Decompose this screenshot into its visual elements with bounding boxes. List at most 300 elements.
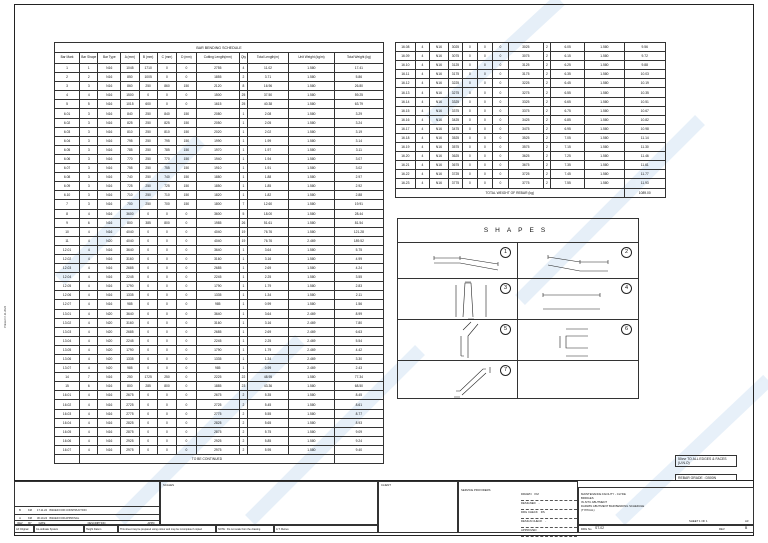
table-cell: 2755 xyxy=(196,64,239,73)
table-cell: 2.25 xyxy=(247,273,288,282)
table-cell: 1.580 xyxy=(289,136,335,145)
table-cell: 1.97 xyxy=(247,145,288,154)
table-cell: 2.69 xyxy=(247,264,288,273)
client-box: CLIENT xyxy=(378,481,458,533)
table-cell: 1725 xyxy=(139,373,157,382)
table-cell: 0 xyxy=(177,355,196,364)
table-cell: 150 xyxy=(177,118,196,127)
table-cell: 4 xyxy=(415,170,429,179)
table-cell: 2 xyxy=(543,43,550,52)
table-cell: 0 xyxy=(477,106,493,115)
table-cell: 0 xyxy=(177,64,196,73)
table-cell: 150 xyxy=(177,82,196,91)
footer-row xyxy=(14,525,378,533)
table-cell: 1615 xyxy=(196,100,239,109)
table-cell: 0 xyxy=(177,282,196,291)
table-cell: 250 xyxy=(139,164,157,173)
table-cell: 0 xyxy=(177,236,196,245)
table-cell: 3640 xyxy=(121,309,139,318)
table-cell: 1.580 xyxy=(289,227,335,236)
table-cell: 2.92 xyxy=(334,182,383,191)
table-cell: 0 xyxy=(177,345,196,354)
footer-cell: This sheet may be prepared using colour and may be incomplete if copied xyxy=(118,525,216,533)
table-row xyxy=(55,236,384,245)
table-cell: 2 xyxy=(543,61,550,70)
table-cell: 0 xyxy=(493,179,509,188)
table-cell: 5.85 xyxy=(247,436,288,445)
table-cell: 16.05 xyxy=(55,427,80,436)
table-cell: 0 xyxy=(139,400,157,409)
table-cell: 2 xyxy=(543,52,550,61)
table-cell: 6.07 xyxy=(55,164,80,173)
table-cell: 4 xyxy=(80,436,98,445)
table-cell: 2.05 xyxy=(247,118,288,127)
shapes-title: SHAPES xyxy=(398,219,638,243)
table-cell: 0 xyxy=(157,291,176,300)
table-row xyxy=(396,43,666,52)
footer-cell: NOTE : Do not scale from the drawing xyxy=(216,525,274,533)
table-cell: 0 xyxy=(177,273,196,282)
table-cell: 5.45 xyxy=(247,400,288,409)
table-cell: 2.88 xyxy=(334,191,383,200)
table-cell: 0 xyxy=(493,161,509,170)
table-cell: 11.93 xyxy=(624,179,665,188)
table-cell: 3.64 xyxy=(247,309,288,318)
table-row xyxy=(55,400,384,409)
table-cell: N16 xyxy=(98,245,121,254)
table-cell: 1970 xyxy=(196,145,239,154)
table-cell: 76.76 xyxy=(247,227,288,236)
table-row xyxy=(396,52,666,61)
table-cell: 0.99 xyxy=(247,364,288,373)
table-cell: 0 xyxy=(463,133,477,142)
table-row xyxy=(55,91,384,100)
table-cell: 0 xyxy=(493,115,509,124)
table-cell: 2.69 xyxy=(247,327,288,336)
table-cell: 4 xyxy=(80,264,98,273)
table-cell: 1855 xyxy=(196,73,239,82)
table-cell: 150 xyxy=(177,127,196,136)
table-cell: N16 xyxy=(98,91,121,100)
table-cell: 1 xyxy=(239,309,247,318)
table-cell: 4.24 xyxy=(334,264,383,273)
table-cell: 0 xyxy=(463,79,477,88)
table-cell: 0 xyxy=(177,264,196,273)
table-cell: 6.05 xyxy=(551,43,585,52)
revision-table: B KM 17.11.24 ISSUED FOR CONSTRUCTION A KM 30.10.24 ISSUED FOR APPROVAL REV BY DATE DESCRIPTION APPD xyxy=(14,481,160,525)
table-cell: 6.75 xyxy=(551,106,585,115)
table-cell: 1.580 xyxy=(585,124,624,133)
table-cell: 0 xyxy=(157,436,176,445)
table-cell: 8.99 xyxy=(334,309,383,318)
table-cell: 0 xyxy=(177,209,196,218)
table-cell: 3.07 xyxy=(334,154,383,163)
signoff-row: DRAWN KM xyxy=(521,492,577,501)
table-cell: 3575 xyxy=(448,143,462,152)
table-cell: 0 xyxy=(477,170,493,179)
table-cell: 150 xyxy=(177,154,196,163)
table-cell: 725 xyxy=(157,182,176,191)
table-cell: 0 xyxy=(157,73,176,82)
table-cell: 860 xyxy=(121,82,139,91)
table-cell: 3640 xyxy=(196,309,239,318)
table-cell: N16 xyxy=(430,170,449,179)
table-cell: 2020 xyxy=(196,127,239,136)
table-cell: 6.08 xyxy=(55,173,80,182)
table-cell: 2.469 xyxy=(289,355,335,364)
table-cell: 1 xyxy=(239,136,247,145)
table-cell: 0 xyxy=(157,227,176,236)
table-cell: 1790 xyxy=(121,345,139,354)
table-cell: 0 xyxy=(493,70,509,79)
table-cell: 150 xyxy=(177,182,196,191)
table-cell: 0 xyxy=(477,70,493,79)
column-header: Total Weight (kg) xyxy=(334,53,383,64)
table-cell: 0 xyxy=(177,91,196,100)
table-cell: 8.93 xyxy=(334,418,383,427)
table-cell: N16 xyxy=(98,218,121,227)
table-cell: 0 xyxy=(157,318,176,327)
table-cell: 0 xyxy=(493,52,509,61)
table-cell: 2 xyxy=(543,133,550,142)
table-cell: 3525 xyxy=(508,133,543,142)
table-cell: 2 xyxy=(543,115,550,124)
table-cell: 6.02 xyxy=(55,118,80,127)
table-cell: 7.25 xyxy=(551,152,585,161)
table-cell: 3 xyxy=(80,145,98,154)
margin-note: Printed 17.11.2024 xyxy=(4,306,7,328)
table-cell: 1850 xyxy=(196,182,239,191)
table-cell: 37.50 xyxy=(247,91,288,100)
table-cell: 10.98 xyxy=(624,124,665,133)
table-cell: 1 xyxy=(239,264,247,273)
table-cell: 1790 xyxy=(196,282,239,291)
table-row xyxy=(55,273,384,282)
table-cell: 3675 xyxy=(448,161,462,170)
table-cell: 150 xyxy=(177,164,196,173)
table-cell: 0 xyxy=(477,43,493,52)
table-cell: 825 xyxy=(121,118,139,127)
table-cell: N16 xyxy=(98,418,121,427)
table-cell: 795 xyxy=(157,136,176,145)
table-cell: 1 xyxy=(239,364,247,373)
table-cell: 3475 xyxy=(508,124,543,133)
table-cell: 250 xyxy=(139,145,157,154)
table-cell: 10.03 xyxy=(624,70,665,79)
table-cell: 0 xyxy=(157,418,176,427)
table-cell: N20 xyxy=(98,327,121,336)
table-cell: 0 xyxy=(139,318,157,327)
table-cell: 121.28 xyxy=(334,227,383,236)
table-cell: 1 xyxy=(239,254,247,263)
table-cell: 1 xyxy=(239,109,247,118)
table-cell: 13.07 xyxy=(55,364,80,373)
table-cell: N20 xyxy=(98,309,121,318)
table-cell: 1985 xyxy=(196,218,239,227)
header-row xyxy=(55,53,384,64)
table-cell: 4 xyxy=(415,161,429,170)
table-cell: 25 xyxy=(239,100,247,109)
table-cell: 3175 xyxy=(508,70,543,79)
table-cell: 1.580 xyxy=(289,400,335,409)
table-cell: 16.23 xyxy=(396,179,416,188)
table-cell: 1.580 xyxy=(289,427,335,436)
table-cell: 0 xyxy=(157,409,176,418)
table-cell: 26.80 xyxy=(334,82,383,91)
table-row xyxy=(396,106,666,115)
table-cell: 3 xyxy=(80,118,98,127)
table-row xyxy=(396,161,666,170)
table-cell: 28.44 xyxy=(334,209,383,218)
table-cell: 6.25 xyxy=(551,61,585,70)
table-cell: 4 xyxy=(239,64,247,73)
table-cell: 1.580 xyxy=(289,409,335,418)
table-cell: 810 xyxy=(157,127,176,136)
table-cell: 1880 xyxy=(196,173,239,182)
table-row xyxy=(55,182,384,191)
table-cell: 0 xyxy=(157,345,176,354)
cover-note: 50cvr TO ALL EDGES & FACES (U.N.O) xyxy=(675,455,737,467)
table-cell: 0 xyxy=(157,300,176,309)
table-cell: 0 xyxy=(463,170,477,179)
table-cell: 5.95 xyxy=(247,445,288,454)
table-cell: 2 xyxy=(239,418,247,427)
table-cell: 0 xyxy=(157,400,176,409)
table-cell: 12.03 xyxy=(55,264,80,273)
table-cell: 1910 xyxy=(196,164,239,173)
table-cell: 0 xyxy=(157,236,176,245)
table-cell: N16 xyxy=(98,209,121,218)
column-header: A (mm) xyxy=(121,53,139,64)
table-cell: 795 xyxy=(121,136,139,145)
table-cell: N20 xyxy=(98,355,121,364)
table-cell: 1.91 xyxy=(247,164,288,173)
table-cell: 3475 xyxy=(448,124,462,133)
table-cell: 785 xyxy=(157,145,176,154)
table-cell: 4 xyxy=(415,133,429,142)
table-cell: 0 xyxy=(139,282,157,291)
table-cell: 1 xyxy=(239,245,247,254)
table-cell: 4 xyxy=(80,409,98,418)
table-cell: 8.77 xyxy=(334,409,383,418)
table-cell: 4 xyxy=(80,254,98,263)
table-cell: 5.75 xyxy=(247,427,288,436)
table-cell: 0 xyxy=(463,152,477,161)
table-cell: 1 xyxy=(239,273,247,282)
table-cell: 2975 xyxy=(196,445,239,454)
table-cell: 150 xyxy=(177,136,196,145)
table-row xyxy=(55,291,384,300)
table-cell: 0 xyxy=(177,245,196,254)
table-cell: 4 xyxy=(415,143,429,152)
table-cell: 9.72 xyxy=(624,52,665,61)
table-cell: 0 xyxy=(157,100,176,109)
table-cell: 740 xyxy=(157,173,176,182)
table-cell: 10.82 xyxy=(624,115,665,124)
table-cell: 4 xyxy=(80,345,98,354)
table-cell: 0 xyxy=(157,327,176,336)
table-row xyxy=(55,345,384,354)
table-cell: 2.43 xyxy=(334,364,383,373)
table-cell: 2925 xyxy=(121,436,139,445)
footer-cell: Height Datum xyxy=(84,525,118,533)
table-cell: 3375 xyxy=(448,106,462,115)
table-cell: 1.580 xyxy=(585,133,624,142)
table-cell: 0 xyxy=(177,409,196,418)
table-row xyxy=(55,154,384,163)
table-cell: 850 xyxy=(121,73,139,82)
table-cell: 16.08 xyxy=(396,43,416,52)
table-cell: 0 xyxy=(139,409,157,418)
table-cell: 0 xyxy=(177,318,196,327)
table-cell: 0 xyxy=(139,355,157,364)
table-cell: N16 xyxy=(430,115,449,124)
table-cell: 0 xyxy=(177,218,196,227)
table-cell: 1.34 xyxy=(247,291,288,300)
table-cell: 1 xyxy=(239,291,247,300)
table-cell: 2.08 xyxy=(247,109,288,118)
table-cell: 7.80 xyxy=(334,318,383,327)
table-cell: 19 xyxy=(239,227,247,236)
table-cell: 0 xyxy=(177,73,196,82)
table-cell: 2685 xyxy=(121,327,139,336)
table-cell: 2675 xyxy=(196,391,239,400)
table-cell: 63.79 xyxy=(334,100,383,109)
table-cell: 1 xyxy=(239,145,247,154)
table-cell: 810 xyxy=(121,127,139,136)
table-cell: 0 xyxy=(177,364,196,373)
table-cell: 0 xyxy=(157,309,176,318)
table-cell: 1820 xyxy=(196,191,239,200)
table-cell: 76.76 xyxy=(247,236,288,245)
column-header: Total Length(m) xyxy=(247,53,288,64)
table-cell: 5.65 xyxy=(247,418,288,427)
table-row xyxy=(55,218,384,227)
bar-bending-schedule-right xyxy=(395,42,666,198)
table-cell: 4040 xyxy=(121,227,139,236)
total-weight-value: 1089.00 xyxy=(624,188,665,197)
shape-4: 4 xyxy=(518,279,638,320)
table-cell: 0 xyxy=(463,61,477,70)
table-cell: 48.95 xyxy=(247,373,288,382)
table-cell: 4 xyxy=(415,124,429,133)
table-cell: 250 xyxy=(139,82,157,91)
table-cell: 16.96 xyxy=(247,82,288,91)
project-line: MAINTENANCE FACILITY - CLYDE xyxy=(581,492,626,496)
table-cell: 1.580 xyxy=(289,64,335,73)
table-cell: 4 xyxy=(415,97,429,106)
signoff-row: DESIGN CHECK - xyxy=(521,519,577,528)
table-cell: 4 xyxy=(80,391,98,400)
shape-5: 5 xyxy=(398,320,518,361)
table-cell: N16 xyxy=(430,70,449,79)
table-cell: 0 xyxy=(177,100,196,109)
table-cell: 1.580 xyxy=(585,61,624,70)
table-cell: 1.580 xyxy=(585,143,624,152)
table-cell: 0 xyxy=(477,152,493,161)
table-cell: N16 xyxy=(98,100,121,109)
column-header: Unit Weight (kg/m) xyxy=(289,53,335,64)
table-cell: 6.15 xyxy=(551,52,585,61)
table-cell: 1.85 xyxy=(247,182,288,191)
table-row xyxy=(55,300,384,309)
table-row xyxy=(55,427,384,436)
table-cell: 725 xyxy=(121,182,139,191)
table-cell: 2925 xyxy=(196,436,239,445)
project-line: BRIDGES xyxy=(581,496,594,500)
table-cell: N16 xyxy=(98,300,121,309)
table-cell: 2.469 xyxy=(289,327,335,336)
table-cell: 0 xyxy=(139,391,157,400)
table-cell: 8.61 xyxy=(334,400,383,409)
table-cell: 0 xyxy=(493,124,509,133)
table-cell: N16 xyxy=(98,254,121,263)
table-cell: 3325 xyxy=(508,97,543,106)
table-cell: 2 xyxy=(80,73,98,82)
table-cell: 16.18 xyxy=(396,133,416,142)
table-cell: 16.06 xyxy=(55,436,80,445)
table-cell: 985 xyxy=(121,364,139,373)
table-cell: 4 xyxy=(80,418,98,427)
table-cell: 0 xyxy=(463,88,477,97)
table-cell: 0 xyxy=(463,161,477,170)
table-cell: 800 xyxy=(157,218,176,227)
table-cell: 800 xyxy=(121,218,139,227)
table-cell: 1 xyxy=(239,355,247,364)
table-cell: 985 xyxy=(196,300,239,309)
table-cell: 12.05 xyxy=(55,282,80,291)
table-cell: 2 xyxy=(239,73,247,82)
table-cell: 2.83 xyxy=(334,282,383,291)
table-row xyxy=(55,100,384,109)
table-cell: 1 xyxy=(55,64,80,73)
table-row xyxy=(55,309,384,318)
table-cell: 6.06 xyxy=(55,154,80,163)
table-cell: 6.85 xyxy=(551,115,585,124)
table-cell: N16 xyxy=(98,136,121,145)
table-cell: 2245 xyxy=(196,273,239,282)
table-cell: 68.50 xyxy=(334,382,383,391)
revision-row: A KM 30.10.24 ISSUED FOR APPROVAL xyxy=(15,514,159,522)
table-cell: 15 xyxy=(55,382,80,391)
table-cell: 0 xyxy=(177,427,196,436)
table-row xyxy=(396,88,666,97)
table-cell: 3075 xyxy=(508,52,543,61)
table-cell: 0 xyxy=(493,152,509,161)
table-cell: 1.580 xyxy=(289,300,335,309)
table-cell: 8.45 xyxy=(334,391,383,400)
table-cell: 1500 xyxy=(121,91,139,100)
table-cell: 0 xyxy=(493,143,509,152)
table-cell: 1.580 xyxy=(289,391,335,400)
table-cell: 40.38 xyxy=(247,100,288,109)
table-cell: N16 xyxy=(98,427,121,436)
table-cell: 6 xyxy=(80,218,98,227)
table-cell: 16.21 xyxy=(396,161,416,170)
table-cell: 2.469 xyxy=(289,236,335,245)
table-cell: N16 xyxy=(430,43,449,52)
table-cell: 3.16 xyxy=(247,254,288,263)
table-cell: 1.580 xyxy=(585,52,624,61)
table-cell: 770 xyxy=(121,154,139,163)
table-cell: 3.24 xyxy=(334,118,383,127)
table-row xyxy=(55,82,384,91)
table-cell: 985 xyxy=(121,300,139,309)
table-cell: 4 xyxy=(80,336,98,345)
table-cell: N16 xyxy=(430,133,449,142)
table-cell: 0 xyxy=(177,336,196,345)
table-cell: 3640 xyxy=(121,245,139,254)
